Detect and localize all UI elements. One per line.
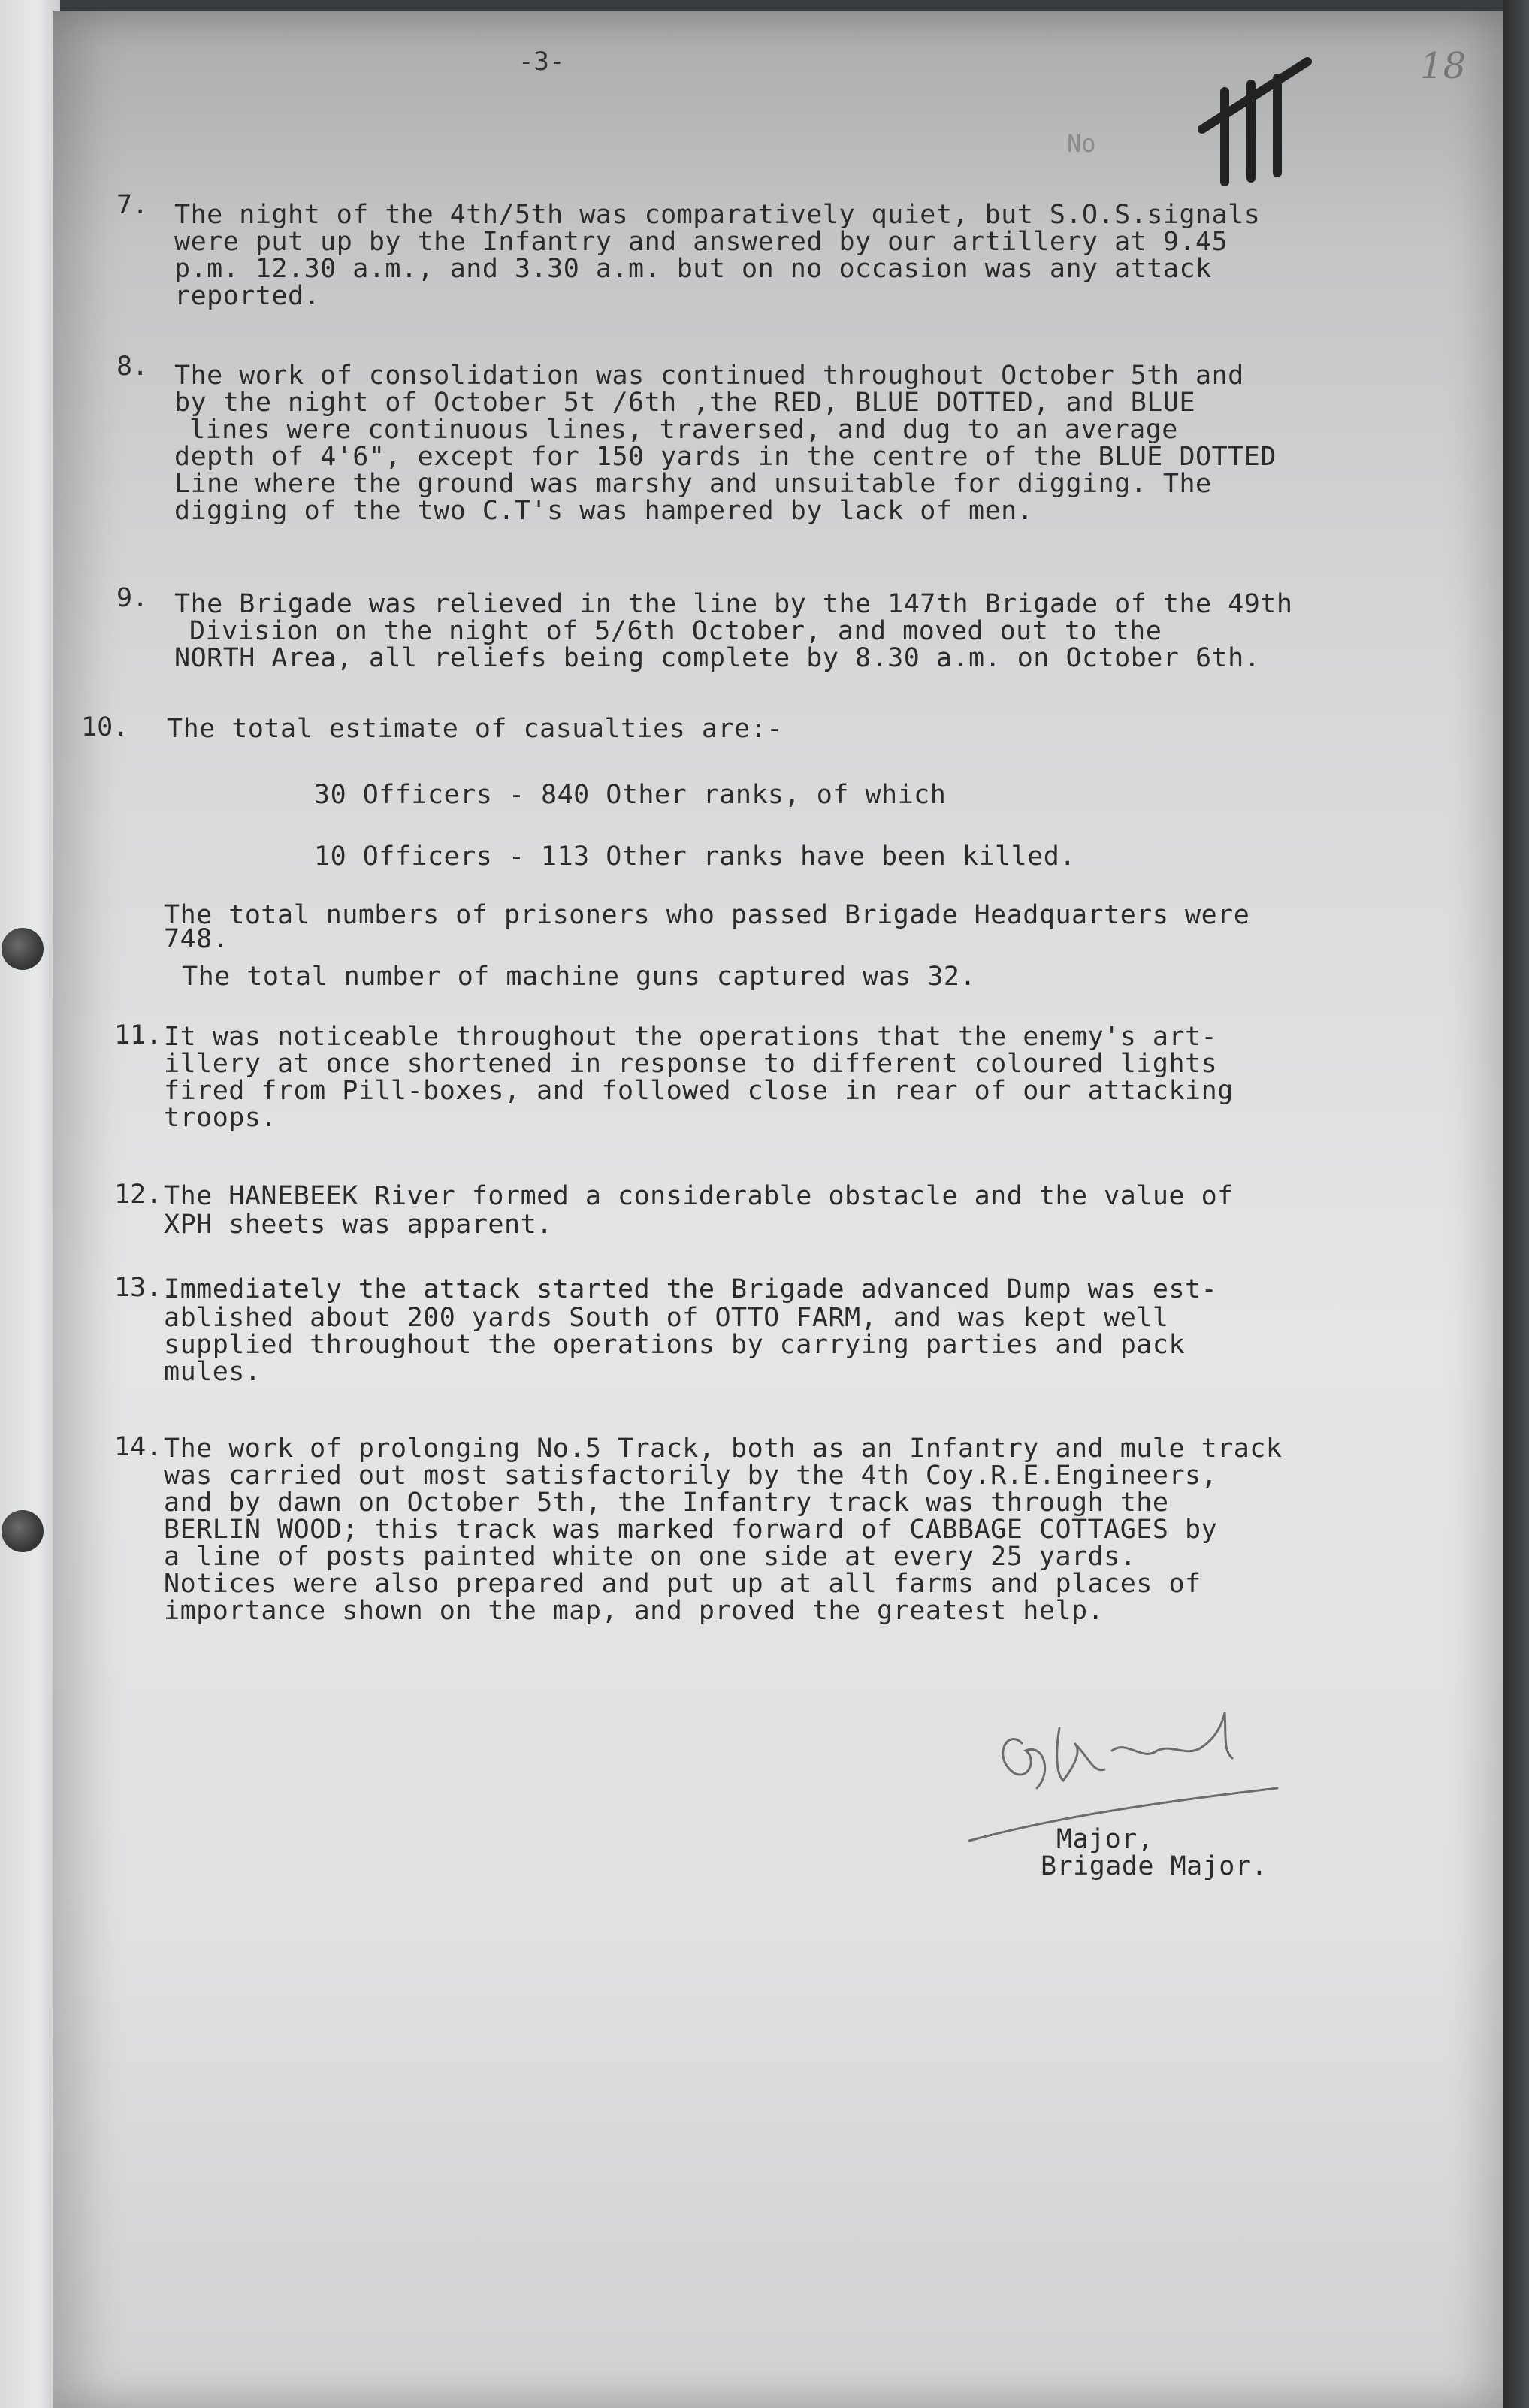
paragraph-8-line-5: Line where the ground was marshy and unsuitable for digging. The [174, 469, 1212, 499]
corner-number: 18 [1420, 45, 1467, 87]
paragraph-10-line-1: The total estimate of casualties are:- [167, 714, 783, 744]
paragraph-13-number: 13. [114, 1273, 162, 1303]
paragraph-8-line-3: lines were continuous lines, traversed, and dug to an average [189, 415, 1178, 445]
paragraph-14-number: 14. [114, 1432, 162, 1462]
paragraph-13-line-4: mules. [164, 1357, 261, 1387]
paragraph-13-line-2: ablished about 200 yards South of OTTO FARM, and was kept well [164, 1303, 1169, 1333]
signature-title: Major, [1056, 1824, 1154, 1854]
paragraph-7-line-1: The night of the 4th/5th was comparatively quiet, but S.O.S.signals [174, 200, 1261, 230]
paragraph-11-line-1: It was noticeable throughout the operations that the enemy's art- [164, 1022, 1218, 1052]
paragraph-7-line-2: were put up by the Infantry and answered by our artillery at 9.45 [174, 227, 1228, 257]
machine-guns-total: The total number of machine guns captured was 32. [182, 962, 977, 992]
paragraph-14-line-7: importance shown on the map, and proved the greatest help. [164, 1596, 1104, 1626]
paragraph-11-line-4: troops. [164, 1103, 278, 1133]
paragraph-8-number: 8. [116, 352, 149, 382]
paragraph-8-line-1: The work of consolidation was continued throughout October 5th and [174, 361, 1244, 391]
prisoners-total-line-1: The total numbers of prisoners who passed Brigade Headquarters were [164, 900, 1250, 930]
paragraph-7-line-4: reported. [174, 281, 321, 311]
paragraph-11-line-2: illery at once shortened in response to different coloured lights [164, 1049, 1218, 1079]
paragraph-7-line-3: p.m. 12.30 a.m., and 3.30 a.m. but on no occasion was any attack [174, 254, 1212, 284]
binder-strip [0, 0, 60, 2408]
paragraph-12-line-1: The HANEBEEK River formed a considerable obstacle and the value of [164, 1181, 1234, 1211]
paragraph-12-line-2: XPH sheets was apparent. [164, 1210, 553, 1240]
page-number: -3- [518, 47, 565, 77]
paragraph-10-number: 10. [81, 712, 129, 742]
paragraph-14-line-3: and by dawn on October 5th, the Infantry track was through the [164, 1488, 1169, 1518]
paragraph-8-line-2: by the night of October 5t /6th ,the RED, BLUE DOTTED, and BLUE [174, 388, 1196, 418]
paragraph-9-line-2: Division on the night of 5/6th October, and moved out to the [189, 616, 1162, 646]
casualties-line-2: 10 Officers - 113 Other ranks have been killed. [314, 841, 1076, 872]
punch-hole-top [2, 928, 44, 970]
paragraph-8-line-4: depth of 4'6", except for 150 yards in the centre of the BLUE DOTTED [174, 442, 1277, 472]
stamp-text: No [1067, 129, 1096, 158]
paragraph-13-line-3: supplied throughout the operations by carrying parties and pack [164, 1330, 1186, 1360]
paragraph-9-line-1: The Brigade was relieved in the line by the 147th Brigade of the 49th [174, 589, 1293, 619]
paragraph-11-number: 11. [114, 1020, 162, 1050]
paragraph-9-number: 9. [116, 583, 149, 613]
prisoners-total-line-2: 748. [164, 924, 229, 954]
paragraph-13-line-1: Immediately the attack started the Brigade advanced Dump was est- [164, 1274, 1218, 1304]
paragraph-14-line-2: was carried out most satisfactorily by the 4th Coy.R.E.Engineers, [164, 1461, 1218, 1491]
punch-hole-bottom [2, 1510, 44, 1552]
paragraph-7-number: 7. [116, 190, 149, 220]
paragraph-9-line-3: NORTH Area, all reliefs being complete by 8.30 a.m. on October 6th. [174, 643, 1261, 673]
roman-numeral-mark [1187, 47, 1315, 197]
paragraph-14-line-4: BERLIN WOOD; this track was marked forward of CABBAGE COTTAGES by [164, 1515, 1218, 1545]
signature-role: Brigade Major. [1041, 1851, 1268, 1881]
paragraph-8-line-6: digging of the two C.T's was hampered by lack of men. [174, 496, 1034, 526]
paragraph-12-number: 12. [114, 1180, 162, 1210]
paragraph-14-line-6: Notices were also prepared and put up at all farms and places of [164, 1569, 1201, 1599]
casualties-line-1: 30 Officers - 840 Other ranks, of which [314, 780, 947, 810]
paragraph-11-line-3: fired from Pill-boxes, and followed close in rear of our attacking [164, 1076, 1234, 1106]
paragraph-14-line-5: a line of posts painted white on one side at every 25 yards. [164, 1542, 1137, 1572]
page-edge-shadow [1503, 0, 1529, 2408]
paragraph-14-line-1: The work of prolonging No.5 Track, both as an Infantry and mule track [164, 1434, 1283, 1464]
